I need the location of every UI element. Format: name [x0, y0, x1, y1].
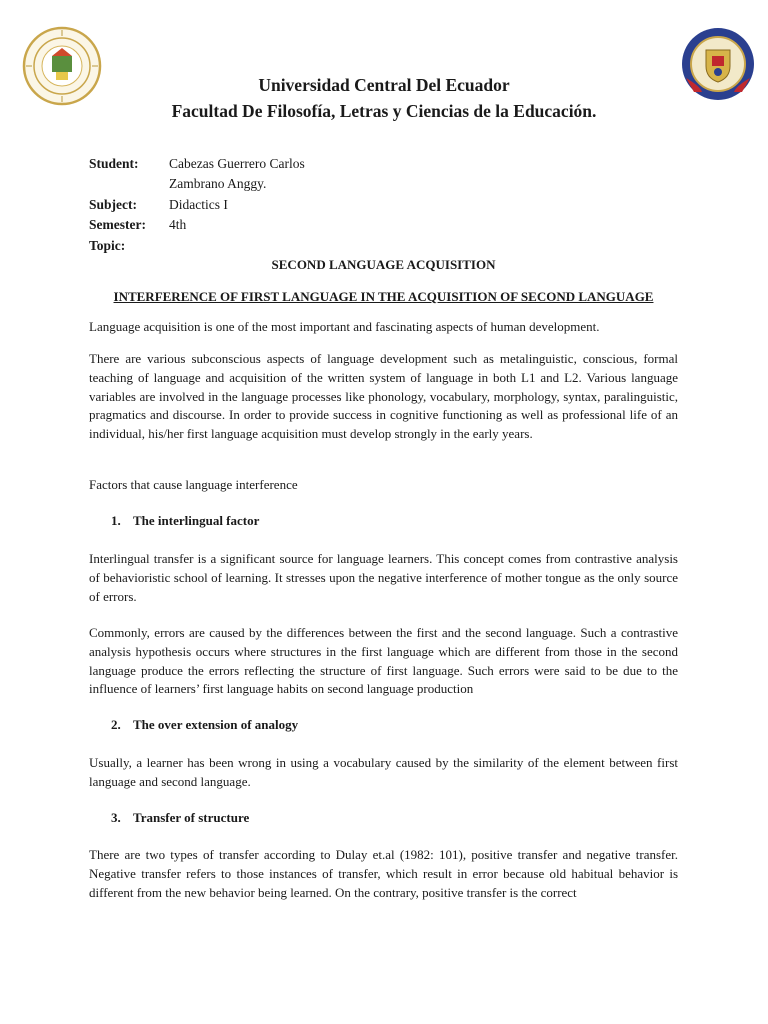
info-label: Subject: — [89, 196, 137, 212]
info-row-subject — [89, 195, 305, 215]
info-label: Student: — [89, 156, 139, 171]
paragraph: There are two types of transfer according to Dulay et.al (1982: 101), positive transfer and negative transfer. Negative transfer refers to those instances of transfer, which result in error because old habitual behavior is different from the new behavior being learned. On the contrary, positive transfer is the correct — [89, 847, 678, 900]
paragraph: Factors that cause language interference — [89, 477, 298, 492]
info-value: Zambrano Anggy. — [169, 176, 267, 192]
paragraph: Usually, a learner has been wrong in using a vocabulary caused by the similarity of the element between first language and second language. — [89, 755, 678, 789]
factor-heading — [111, 513, 259, 529]
factor-number: 3. — [111, 810, 121, 825]
info-value: Didactics I — [169, 196, 228, 212]
info-value: Cabezas Guerrero Carlos — [169, 156, 305, 171]
factor-label: Transfer of structure — [133, 810, 250, 825]
info-row-semester — [89, 215, 305, 235]
info-row-topic — [89, 236, 305, 256]
university-name: Universidad Central Del Ecuador — [258, 75, 510, 95]
section-title: INTERFERENCE OF FIRST LANGUAGE IN THE ACQUISITION OF SECOND LANGUAGE — [113, 289, 654, 304]
factor-number: 2. — [111, 717, 121, 732]
info-value: 4th — [169, 217, 187, 233]
info-row-student — [89, 154, 305, 174]
info-label: Semester: — [89, 217, 146, 233]
factor-label: The over extension of analogy — [133, 717, 299, 732]
factor-number: 1. — [111, 513, 121, 528]
info-label: Topic: — [89, 237, 126, 253]
paragraph: Commonly, errors are caused by the differences between the first and the second language. Such a contrastive analysis hypothesis occurs where structures in the first language which are different from those in the second language produce the errors reflecting the structure of first language. Such errors were said to be due to the influence of learners’ first language habits on second language production — [89, 625, 678, 697]
info-label — [89, 174, 169, 194]
paragraph: There are various subconscious aspects of language development such as metalinguistic, conscious, formal teaching of language and acquisition of the written system of language in both L1 and L2. Various language variables are involved in the language processes like phonology, vocabulary, morphology, syntax, paralinguistic, pragmatics and discourse. In order to provide success in cognitive functioning as well as professional life of an individual, his/her first language acquisition must develop strongly in the early years. — [89, 351, 678, 442]
paragraph: Interlingual transfer is a significant source for language learners. This concept comes from contrastive analysis of behavioristic school of learning. It stresses upon the negative interference of mother tongue as the only source of errors. — [89, 551, 678, 604]
paragraph: Language acquisition is one of the most important and fascinating aspects of human development. — [89, 319, 600, 334]
factor-heading — [111, 717, 298, 733]
factor-label: The interlingual factor — [133, 513, 260, 528]
topic-title: SECOND LANGUAGE ACQUISITION — [271, 257, 496, 272]
faculty-name: Facultad De Filosofía, Letras y Ciencias de la Educación. — [171, 101, 597, 121]
info-row-student-2 — [89, 174, 305, 194]
factor-heading — [111, 810, 249, 826]
student-info — [89, 154, 305, 256]
